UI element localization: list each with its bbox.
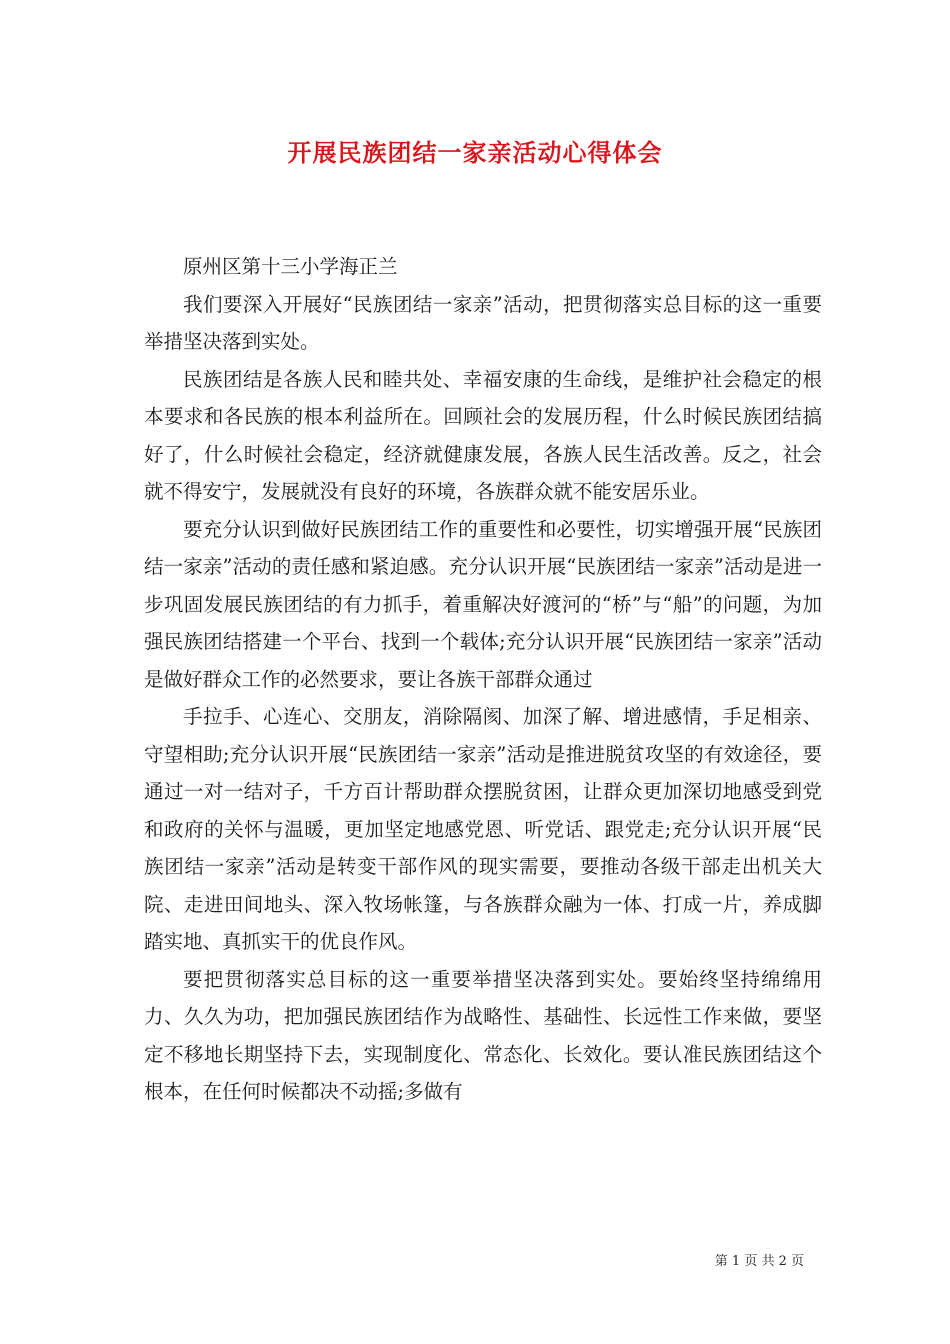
page-title: 开展民族团结一家亲活动心得体会: [287, 138, 663, 167]
document-body: [144, 248, 822, 1111]
paragraph: 要把贯彻落实总目标的这一重要举措坚决落到实处。要始终坚持绵绵用力、久久为功，把加强民族团结作为战略性、基础性、长远性工作来做，要坚定不移地长期坚持下去，实现制度化、常态化、长效化。要认准民族团结这个根本，在任何时候都决不动摇;多做有: [144, 967, 822, 1103]
page-number: 第 1 页 共 2 页: [714, 1254, 804, 1269]
paragraph: 手拉手、心连心、交朋友，消除隔阂、加深了解、增进感情，手足相亲、守望相助;充分认识开展“民族团结一家亲”活动是推进脱贫攻坚的有效途径，要通过一对一结对子，千方百计帮助群众摆脱贫困，让群众更加深切地感受到党和政府的关怀与温暖，更加坚定地感党恩、听党话、跟党走;充分认识开展“民族团结一家亲”活动是转变干部作风的现实需要，要推动各级干部走出机关大院、走进田间地头、深入牧场帐篷，与各族群众融为一体、打成一片，养成脚踏实地、真抓实干的优良作风。: [144, 705, 822, 953]
author-line: 原州区第十三小学海正兰: [183, 255, 398, 278]
paragraph: 民族团结是各族人民和睦共处、幸福安康的生命线，是维护社会稳定的根本要求和各民族的根本利益所在。回顾社会的发展历程，什么时候民族团结搞好了，什么时候社会稳定，经济就健康发展，各族人民生活改善。反之，社会就不得安宁，发展就没有良好的环境，各族群众就不能安居乐业。: [144, 367, 822, 503]
paragraph: 我们要深入开展好“民族团结一家亲”活动，把贯彻落实总目标的这一重要举措坚决落到实处。: [144, 292, 822, 353]
paragraph: 要充分认识到做好民族团结工作的重要性和必要性，切实增强开展“民族团结一家亲”活动的责任感和紧迫感。充分认识开展“民族团结一家亲”活动是进一步巩固发展民族团结的有力抓手，着重解决好渡河的“桥”与“船”的问题，为加强民族团结搭建一个平台、找到一个载体;充分认识开展“民族团结一家亲”活动是做好群众工作的必然要求，要让各族干部群众通过: [144, 517, 822, 691]
